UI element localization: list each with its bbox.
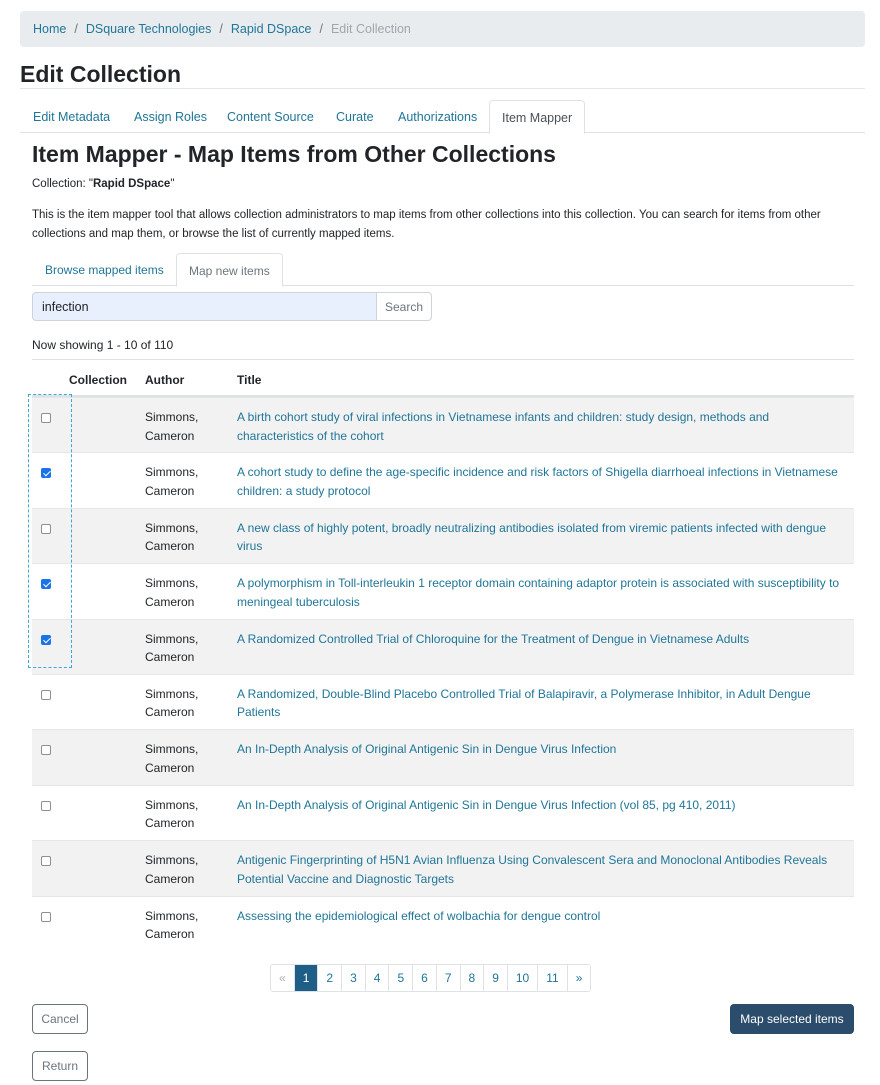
- row-author: Simmons, Cameron: [145, 686, 199, 720]
- breadcrumb-dsquare-link[interactable]: DSquare Technologies: [85, 22, 212, 36]
- page-3[interactable]: 3: [341, 965, 365, 991]
- collection-label-prefix: Collection: ": [32, 178, 93, 190]
- breadcrumb-rapid-dspace-link[interactable]: Rapid DSpace: [230, 22, 312, 36]
- page-1[interactable]: 1: [294, 965, 318, 991]
- row-title-link[interactable]: An In-Depth Analysis of Original Antigenic Sin in Dengue Virus Infection: [237, 742, 617, 757]
- collection-tabs: [20, 100, 865, 133]
- collection-label: [32, 178, 174, 190]
- items-table: [32, 359, 854, 951]
- page-4[interactable]: 4: [365, 965, 389, 991]
- collection-label-suffix: ": [170, 178, 175, 190]
- table-row: [32, 452, 854, 507]
- row-author: Simmons, Cameron: [145, 853, 199, 886]
- title-divider: [20, 88, 865, 89]
- pagination-next[interactable]: »: [567, 965, 591, 991]
- column-header-title: Title: [237, 373, 262, 387]
- collection-name: Rapid DSpace: [92, 178, 171, 190]
- row-author: Simmons, Cameron: [145, 631, 199, 665]
- table-row: [32, 674, 854, 729]
- page-11[interactable]: 11: [537, 965, 566, 991]
- row-author: Simmons, Cameron: [145, 908, 199, 942]
- pagination-prev[interactable]: «: [271, 965, 294, 991]
- page-7[interactable]: 7: [436, 965, 460, 991]
- row-author: Simmons, Cameron: [145, 465, 199, 498]
- pagination: [270, 964, 591, 992]
- tab-edit-metadata[interactable]: Edit Metadata: [33, 110, 111, 124]
- page-2[interactable]: 2: [317, 965, 341, 991]
- row-title-link[interactable]: An In-Depth Analysis of Original Antigenic Sin in Dengue Virus Infection (vol 85, pg 410, 2011): [237, 797, 736, 812]
- tab-map-new-items[interactable]: Map new items: [176, 253, 283, 287]
- page-6[interactable]: 6: [412, 965, 436, 991]
- row-title-link[interactable]: A new class of highly potent, broadly neutralizing antibodies isolated from viremic patients infected with dengue virus: [237, 520, 827, 554]
- row-select-checkbox[interactable]: [41, 856, 51, 866]
- table-header: [32, 360, 854, 397]
- row-title-link[interactable]: A birth cohort study of viral infections in Vietnamese infants and children: study design, methods and characteristics of the cohort: [237, 410, 770, 443]
- breadcrumb-current: Edit Collection: [330, 22, 411, 36]
- table-row: [32, 619, 854, 674]
- mapper-subtabs: [32, 253, 854, 286]
- tab-assign-roles[interactable]: Assign Roles: [134, 110, 207, 124]
- table-row: [32, 896, 854, 951]
- map-selected-items-button[interactable]: Map selected items: [730, 1004, 854, 1034]
- row-author: Simmons, Cameron: [145, 410, 199, 443]
- column-header-collection: Collection: [69, 373, 128, 387]
- row-title-link[interactable]: A Randomized, Double-Blind Placebo Controlled Trial of Balapiravir, a Polymerase Inhibitor, in Adult Dengue Patients: [237, 686, 811, 720]
- row-select-checkbox[interactable]: [41, 801, 51, 811]
- row-author: Simmons, Cameron: [145, 520, 199, 554]
- page-10[interactable]: 10: [507, 965, 537, 991]
- return-button[interactable]: Return: [32, 1051, 88, 1081]
- row-select-checkbox[interactable]: [41, 690, 51, 700]
- tab-curate[interactable]: Curate: [336, 110, 374, 124]
- page-8[interactable]: 8: [460, 965, 484, 991]
- search-input[interactable]: [32, 292, 377, 321]
- row-title-link[interactable]: A cohort study to define the age-specific incidence and risk factors of Shigella diarrhoeal infections in Vietnamese children: a study protocol: [237, 465, 838, 498]
- row-title-link[interactable]: A polymorphism in Toll-interleukin 1 receptor domain containing adaptor protein is associated with susceptibility to meningeal tuberculosis: [237, 576, 840, 609]
- row-title-link[interactable]: Antigenic Fingerprinting of H5N1 Avian Influenza Using Convalescent Sera and Monoclonal Antibodies Reveals Potential Vaccine and Diagnostic Targets: [237, 853, 828, 886]
- item-mapper-description: This is the item mapper tool that allows collection administrators to map items from other collections into this collection. You can search for items from other collections and map them, or browse the list of currently mapped items.: [32, 209, 821, 240]
- page-9[interactable]: 9: [483, 965, 507, 991]
- tab-browse-mapped-items[interactable]: Browse mapped items: [45, 263, 164, 277]
- row-author: Simmons, Cameron: [145, 797, 199, 831]
- tab-content-source[interactable]: Content Source: [227, 110, 314, 124]
- tab-authorizations[interactable]: Authorizations: [398, 110, 478, 124]
- tab-item-mapper[interactable]: Item Mapper: [489, 100, 585, 134]
- selection-highlight: [28, 394, 72, 668]
- row-select-checkbox[interactable]: [41, 912, 51, 922]
- row-author: Simmons, Cameron: [145, 576, 199, 609]
- table-row: [32, 397, 854, 452]
- page-title: Edit Collection: [20, 61, 181, 87]
- row-select-checkbox[interactable]: [41, 745, 51, 755]
- row-title-link[interactable]: Assessing the epidemiological effect of wolbachia for dengue control: [237, 908, 601, 923]
- breadcrumb-home-link[interactable]: Home: [33, 22, 67, 36]
- breadcrumb-separator: /: [74, 22, 78, 36]
- item-mapper-title: Item Mapper - Map Items from Other Collections: [32, 141, 556, 167]
- table-row: [32, 508, 854, 563]
- column-header-author: Author: [145, 373, 185, 387]
- page-5[interactable]: 5: [388, 965, 412, 991]
- search-button[interactable]: Search: [376, 292, 432, 321]
- breadcrumb-separator: /: [319, 22, 323, 36]
- row-author: Simmons, Cameron: [145, 742, 199, 775]
- table-row: [32, 729, 854, 784]
- table-row: [32, 563, 854, 618]
- breadcrumb-separator: /: [219, 22, 223, 36]
- table-row: [32, 785, 854, 840]
- results-count: Now showing 1 - 10 of 110: [32, 338, 174, 352]
- table-row: [32, 840, 854, 895]
- breadcrumb: [20, 11, 865, 47]
- row-title-link[interactable]: A Randomized Controlled Trial of Chloroquine for the Treatment of Dengue in Vietnamese Adults: [237, 631, 750, 646]
- cancel-button[interactable]: Cancel: [32, 1004, 88, 1034]
